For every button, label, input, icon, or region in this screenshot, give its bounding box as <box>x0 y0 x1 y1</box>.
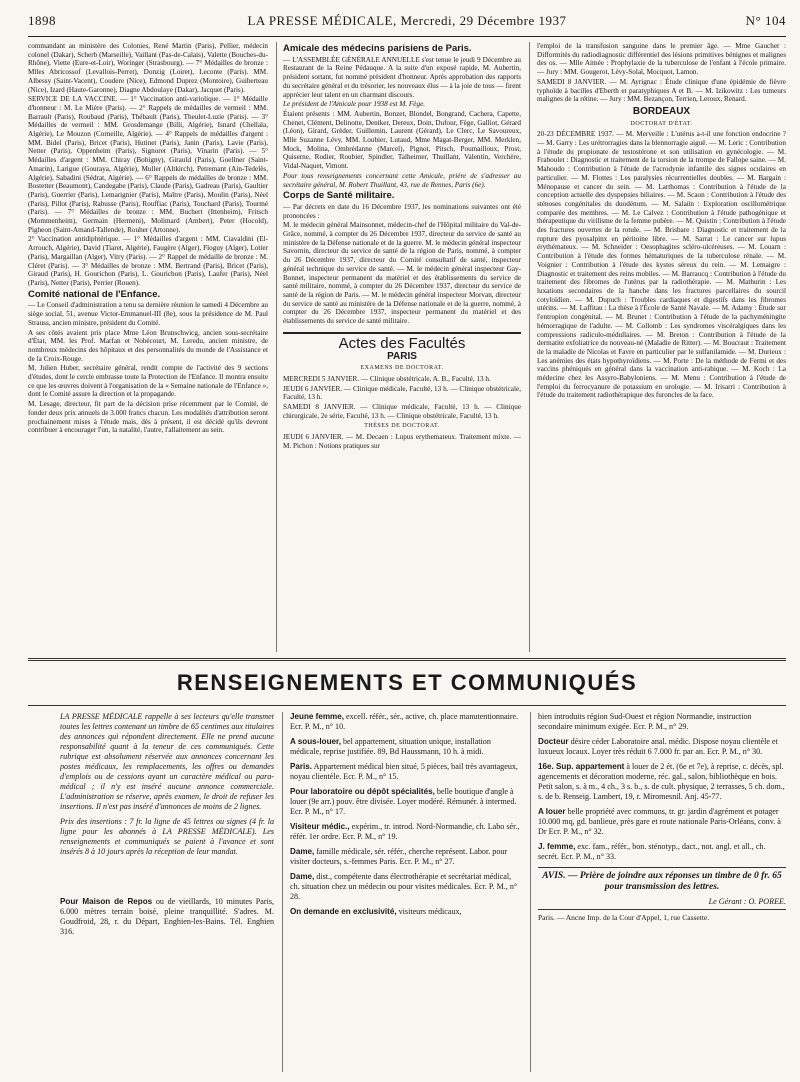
ad-text: bien introduits région Sud-Ouest et région Normandie, instruction secondaire minimum exigée. Ecr. P. M., n° 29. <box>538 712 752 731</box>
paragraph: SERVICE DE LA VACCINE. — 1° Vaccination anti-variolique. — 1° Médaille d'honneur : M. Le Mière (Paris). — 2° Rappels de médailles de vermeil : MM. Barrault (Paris), Roubaud (Paris), Thébault (Paris), Theulet-Luzie (Paris). — 3° Médailles de vermeil : MM. Grosdemange (Billi, Algérie), Isnard (Chellala, Algérie), Le Mouzon (Corneille, Algérie). — 4° Rappels de médailles d'argent : MM. Bidel (Paris), Bricet (Paris), Hutinet (Paris), Janin (Paris), Lavie (Paris), Netter (Paris), Oppenheim (Paris), Signoret (Paris), Vinarin (Paris). — 5° Médailles d'argent : MM. Chiray (Bobigny), Girauld (Paris), Goellner (Saint-Amarin), Larigue (Gouraya, Algérie), Muller (Altkirch), Petremant (Ain-Tedelès, Algérie), Sabadini (Sédrat, Algérie). — 6° Rappels de médailles de bronze : MM. Bostetter (Beaumont), Candegabe (Paris), Claude (Paris), Gadreau (Paris), Gaultier (Paris), Guerrier (Paris), Lemarignier (Paris), Maître (Paris), Moulin (Paris), Néel (Paris), Pillot (Paris), Rabusse (Paris), Rouffiac (Paris), Touchard (Paris), Tourmé (Paris). — 7° Médailles de bronze : MM. Buchert (Ittenheim), Fritsch (Mommenheim), Germain (Hermeni), Molimard (Ambert), Peter (Hocold), Pigheon (Saint-Amand-Tallende), Rouher (Artonne). <box>28 95 268 234</box>
ads-column-right <box>538 712 786 1072</box>
issue-number: N° 104 <box>745 13 786 28</box>
paragraph: M. Julien Huber, secrétaire général, rendit compte de l'activité des 9 sections d'études, dont le cercle embrasse toute la Protection de l'Enfance. Il montra ensuite ce que les œuvres doivent à l'organisation de la « Semaine nationale de l'Enfance », dont le Comité assure la direction et la propagande. <box>28 364 268 399</box>
ad-heading: On demande en exclusivité, <box>290 907 397 916</box>
subsection-label: EXAMENS DE DOCTORAT. <box>360 365 444 372</box>
ad-heading: Dame, <box>290 847 315 856</box>
ad-text: bel appartement, situation unique, installation médicale, reprise justifiée. 89, Bd Haussmann, 10 h. à midi. <box>290 737 491 756</box>
classified-ad <box>290 907 522 917</box>
column-divider <box>276 42 277 652</box>
classified-ad <box>538 762 786 802</box>
classified-ad <box>290 737 522 757</box>
classified-ad <box>538 737 786 757</box>
classified-ad <box>538 712 786 732</box>
ad-text: belle propriété avec communs, tr. gr. jardin d'agrément et potager 10.000 mq, gd. banlieue, près gare et route nationale Paris-Orléans, conv. à Dr Ecr. P. M., n° 32. <box>538 807 781 836</box>
ad-heading: A louer <box>538 807 566 816</box>
paragraph: Pour tous renseignements concernant cette Amicale, prière de s'adresser au secrétaire général, M. Robert Thuillant, 43, rue de Rennes, Paris (6e). <box>283 171 521 189</box>
section-rule <box>28 705 786 706</box>
section-heading: Corps de Santé militaire. <box>283 190 395 202</box>
classified-ad <box>290 847 522 867</box>
paragraph: 20-23 DÉCEMBRE 1937. — M. Merveille : L'utérus a-t-il une fonction endocrine ? — M. Garry : Les urétrorragies dans la blennorragie aiguë. — M. Leric : Contribution à l'étude du propionate de testostérone et son utilisation en gynécologie. — M. Fraboulet : Diagnostic et traitement de la torsion de la trompe de Fallope saine. — M. Mahoudo : Contribution à l'étude de l'acrodynie infantile des signes oculaires en particulier. — M. Flottes : Les paralysies récurrentielles doubles. — M. Bargain : Ménopause et cancer du sein. — M. Larthomas : Contribution à l'étude de la conception actuelle des dyspepsies biliaires. — M. Scaon : Contribution à l'étude des sténoses congénitales du duodénum. — M. Salaün : Exploration oscillométrique comparée des membres. — M. Le Calvez : Contribution à l'étude pathogénique et thérapeutique du virilisme de la femme pubère. — M. Quistin : Contribution à l'étude des fractures ouvertes de la rotule. — M. Brisbare : Diagnostic et traitement de la rupture des pyosalpinx en péritoine libre. — M. Sarrat : Le cancer sur lupus érythémateux. — M. Schneider : Oesophagites scléro-ulcéreuses. — M. Louarn : Contribution à l'étude des formes hématuriques de la tuberculose rénale. — M. Voignier : Contribution à l'étude des kystes séreux du rein. — M. Lemaigre : Diagnostic et traitement des reins mobiles. — M. Barraucq : Contribution à l'étude du traitement des fibromes de l'utérus par la radiothérapie. — M. Mathurin : Les luxations secondaires de la hanche dans les fractures parcellaires du sourcil cotyloïdien. — M. Dupuch : Troubles cardiaques et digestifs dans les fibromes utérins. — M. Laffitau : La thèse à l'École de Santé Navale. — M. Adamy : Étude sur l'entropion congénital. — M. Brunet : Contribution à l'étude de la pachyméningite hémorragique de l'adulte. — M. Collomb : Les syndromes viscéralgiques dans les compressions radiculo-médullaires. — M. Breton : Contribution à l'étude de la dermatite exfoliatrice du nouveau-né (Maladie de Ritter). — M. Boucraut : Traitement de la maladie de Nicolas et Favre en particulier par le sulfanilamide. — M. Durieux : Les anémies des états hypothyroïdiens. — M. Porte : De la méthode de Fermi et des vaccins phéniqués en général dans la vaccination anti-rabique. — M. Koch : La médecine chez les Assyro-Babyloniens. — M. Menu : Contribution à l'étude de l'emploi du ferrocyanure de potassium en urologie. — M. Irisarri : Contribution à l'étude du traitement radiothérapique des furoncles de la face. <box>537 130 786 400</box>
paragraph: SAMEDI 8 JANVIER. — M. Ayrignac : Étude clinique d'une épidémie de fièvre typhoïde à bacilles d'Eberth et paratyphiques A et B. — M. Izikowitz : Les tumeurs malignes de la rétine. — Jury : MM. Bezançon, Terrien, Leroux, Renard. <box>537 77 786 104</box>
classified-ad <box>290 787 522 817</box>
paragraph: JEUDI 6 JANVIER. — Clinique médicale, Faculté, 13 h. — Clinique obstétricale, Faculté, 13 h. <box>283 384 521 402</box>
paragraph: A ses côtés avaient pris place Mme Léon Brunschwicg, ancien sous-secrétaire d'État, MM. les Prof. Marfan et Nobécourt, M. Leredu, ancien ministre, de nombreux médecins des hôpitaux et des personnalités du monde de l'Assistance et de la Croix-Rouge. <box>28 328 268 363</box>
subsection-label: THÈSES DE DOCTORAT. <box>364 423 440 430</box>
column-divider <box>529 42 530 652</box>
ad-heading: Paris. <box>290 762 313 771</box>
city-heading: PARIS <box>387 350 417 362</box>
paragraph: commandant au ministère des Colonies, René Martin (Paris), Pellier, médecin colonel (Dakar), Scherb (Marseille), Vaillant (Pas-de-Calais), Valette (Bouches-du-Rhône), Viette (Eure-et-Loir), Woringer (Strasbourg). — 7° Médailles de bronze : Mlles Abricossof (Levallois-Perret), Donzig (Loiret), Leconte (Paris). MM. Albessy (Saint-Vacent), Coudere (Nice), Edmond Duprez (Montoire), Guiberteau (Nice), Izard (Haute-Garonne), Diagne Abdoulaye (Dakar), Jacquet (Paris). <box>28 42 268 94</box>
ad-heading: Dame, <box>290 872 315 881</box>
ad-heading: Jeune femme, <box>290 712 344 721</box>
ad-text: dist., compétente dans électrothérapie et secrétariat médical, ch. situation chez un médecin ou pour visites médicales. Ecr. P. M., n° 28. <box>290 872 518 901</box>
journal-title: LA PRESSE MÉDICALE, Mercredi, 29 Décembre 1937 <box>247 13 567 28</box>
ad-heading: Docteur <box>538 737 569 746</box>
column-divider <box>530 712 531 1072</box>
column-3 <box>537 42 786 652</box>
classified-ad <box>290 872 522 902</box>
header-rule <box>28 36 786 37</box>
section-heading: Comité national de l'Enfance. <box>28 288 161 300</box>
ad-heading: J. femme, <box>538 842 576 851</box>
section-heading: Amicale des médecins parisiens de Paris. <box>283 43 472 54</box>
avis-notice: AVIS. — Prière de joindre aux réponses un timbre de 0 fr. 65 pour transmission des lettres. <box>538 867 786 893</box>
section-title: RENSEIGNEMENTS ET COMMUNIQUÉS <box>176 670 638 695</box>
ad-text: désire céder Laboratoire anal. médic. Dispose noyau clientèle et luxueux locaux. Loyer très réduit 6 7.000 fr. par an. Ecr. P. M., n° 30. <box>538 737 778 756</box>
ad-text: ou de vieillards, 10 minutes Paris, 6.000 mètres terrain boisé, pleine tranquillité. S'adres. M. Goudfroid, 28, r. du Départ, Enghien-les-Bains. Tél. Enghien 316. <box>60 897 274 936</box>
imprint-line: Paris. — Ancne Imp. de la Cour d'Appel, 1, rue Cassette. <box>538 913 710 922</box>
ad-heading: Pour laboratoire ou dépôt spécialités, <box>290 787 435 796</box>
paragraph: — Par décrets en date du 16 Décembre 1937, les nominations suivantes ont été prononcées : <box>283 202 521 220</box>
ad-heading: A sous-louer, <box>290 737 341 746</box>
paragraph: M. Lesage, directeur, fit part de la décision prise récemment par le Comité, de fonder deux prix annuels de 3.000 francs chacun. Les modalités d'attribution seront prochainement mises à l'étude mais, dès à présent, il est décidé qu'ils devront contribuer à encourager l'un, la natalité, l'autre, l'allaitement au sein. <box>28 400 268 435</box>
ad-heading: Visiteur médic., <box>290 822 350 831</box>
ad-text: excell. référ., sér., active, ch. place manutentionnaire. Ecr. P. M., n° 10. <box>290 712 519 731</box>
ad-heading: Pour Maison de Repos <box>60 897 153 906</box>
paragraph: MERCREDI 5 JANVIER. — Clinique obstétricale, A. B., Faculté, 13 h. <box>283 374 491 383</box>
column-2 <box>283 42 521 652</box>
paragraph: JEUDI 6 JANVIER. — M. Decaen : Lupus erythemateux. Traitement mixte. — M. Pichon : Notions pratiques sur <box>283 433 521 450</box>
ad-text: Appartement médical bien situé, 5 pièces, bail très avantageux, noyau clientèle. Ecr. P. M., n° 15. <box>290 762 518 781</box>
classified-ad <box>290 762 522 782</box>
subsection-label: DOCTORAT D'ÉTAT. <box>630 120 693 127</box>
column-1 <box>28 42 268 652</box>
classified-ad <box>538 807 786 837</box>
city-heading: BORDEAUX <box>632 105 691 117</box>
ad-text: belle boutique d'angle à louer (9e arr.) pouv. être divisée. Loyer modéré. Rémunér. à intermed. Ecr. P. M., n° 17. <box>290 787 517 816</box>
classified-ad <box>538 842 786 862</box>
page-header <box>28 13 786 35</box>
ads-column-middle <box>290 712 522 1072</box>
faculties-heading: Actes des Facultés <box>283 332 521 349</box>
ad-text: expérim., tr. introd. Nord-Normandie, ch. Labo sér., référ. 1er ordre. Ecr. P. M., n° 19. <box>290 822 520 841</box>
gerant-line: Le Gérant : O. POREE. <box>538 897 786 910</box>
classified-ad <box>60 897 274 937</box>
paragraph: SAMEDI 8 JANVIER. — Clinique médicale, Faculté, 13 h. — Clinique chirurgicale, 2e série, Faculté, 13 h. — Clinique obstétricale, Faculté, 13 h. <box>283 403 521 420</box>
paragraph: — L'ASSEMBLÉE GÉNÉRALE ANNUELLE s'est tenue le jeudi 9 Décembre au Restaurant de la Reine Pédauque. A la suite d'un exposé rapide, M. Aubertin, président sortant, fut nommé président d'honneur. Après approbation des rapports du secrétaire général et du trésorier, les nouveaux élus — à la joie de tous — firent apprécier leur talent en un charmant discours. <box>283 55 521 99</box>
paragraph: 2° Vaccination antidiphtérique. — 1° Médailles d'argent : MM. Ciavaldini (El-Arrouch, Algérie), David (Tiaret, Algérie), Faugère (Alger), Floguy (Alger), Lotier (Paris), Margaillan (Alger), Vitry (Paris). — 2° Rappel de médaille de bronze : M. Cléret (Paris). — 3° Médailles de bronze : MM. Bertrand (Paris), Bricet (Paris), Giraud (Paris), H. Gourichon (Paris), L. Gourichon (Paris), Laufer (Paris), Néel (Paris), Netter (Paris), Perrier (Rouen). <box>28 235 268 287</box>
ad-heading: 16e. Sup. appartement <box>538 762 625 771</box>
ad-text: famille médicale, sér. référ., cherche représent. Labor. pour visiter docteurs, s.-femmes Paris. Ecr. P. M., n° 27. <box>290 847 508 866</box>
paragraph: — Le Conseil d'administration a tenu sa dernière réunion le samedi 4 Décembre au siège social, 51, avenue Victor-Emmanuel-III (8e), sous la présidence de M. Paul Strauss, ancien ministre, président du Comité. <box>28 301 268 327</box>
page-number: 1898 <box>28 13 56 28</box>
classified-ad <box>290 822 522 842</box>
ad-text: visiteurs médicaux, <box>396 907 462 916</box>
ad-text: exc. fam., référ., bon. sténotyp., dact., not. angl. et all., ch. secrét. Ecr. P. M., n° 33. <box>538 842 766 861</box>
price-text: Prix des insertions : 7 fr. la ligne de 45 lettres ou signes (4 fr. la ligne pour les abonnés à LA PRESSE MÉDICALE). Les renseignements et communiqués se paient à l'avance et sont insérés 8 à 10 jours après la réception de leur mandat. <box>60 817 274 856</box>
paragraph: Étaient présents : MM. Aubertin, Bonzet, Blondel, Bongrand, Cachera, Capette, Chenet, Clément, Delinotte, Deniker, Dereux, Doin, Dufour, Fège, Galliot, Gérard (Léon), Girard, Grèder, Guillemin, Laurent (Gérard), Le Clerc, Le Savoureux, Mlle Suzanne Lévy, MM. Loubier, Lutaud, Mme Magat-Berger, MM. Merklen, Mock, Molina, Ombrédanne (Marcel), Pignot, Pitsch, Poumailloux, Prost, Quiserne, Rodier, Roubier, Spindler, Talheimer, Thuillant, Valentin, Verchère, Vidal-Naquet, Vimont. <box>283 109 521 171</box>
ad-text: à louer de 2 ét. (6e et 7e), à reprise, c. décès, spl. agencements et décoration moderne, réc. gal., salon, bibliothèque en bois. Petit salon, s. à m., 4 ch., 3 s. b., s. de cult. physique, 2 terrasses, 5 ch. dom., s. de b. Renseig. Lambert, 19, r. Miromesnil. Anj. 45-77. <box>538 762 785 801</box>
section-rule <box>28 658 786 661</box>
paragraph: l'emploi de la transfusion sanguine dans le premier âge. — Mme Gaucher : Difformités du radiodiagnostic différentiel des lésions primitives bénignes et malignes des os. — Mlle Aimée : Prophylaxie de la tuberculose de l'enfant à l'école primaire. — Jury : MM. Gougerot, Lévy-Solal, Mocquot, Lamon. <box>537 42 786 77</box>
column-divider <box>282 712 283 1072</box>
notice-column <box>60 712 274 1072</box>
paragraph: Le président de l'Amicale pour 1938 est M. Fège. <box>283 100 426 109</box>
notice-text: LA PRESSE MÉDICALE rappelle à ses lecteurs qu'elle transmet toutes les lettres contenant un timbre de 65 centimes aux titulaires des annonces qui répondent directement. Elle ne prend aucune responsabilité quant à la teneur de ces communiqués. Cette rubrique est absolument réservée aux annonces concernant les postes médicaux, les remplacements, les offres ou demandes d'emplois ou de cessions ayant un caractère médical ou para-médical ; il n'y est inséré aucune annonce commerciale. L'administration se réserve, après examen, le droit de refuser les insertions. Il n'est pas inséré d'annonces de moins de 2 lignes. <box>60 712 274 811</box>
paragraph: M. le médecin général Mainsonnet, médecin-chef de l'Hôpital militaire du Val-de-Grâce, nommé, à compter du 26 Décembre 1937, directeur du service de santé au ministère de la Défense nationale et de la guerre. M. le médecin général inspecteur Savornin, directeur du service de santé de la région de Paris, nommé, à compter du 26 Décembre 1937, directeur du Comité consultatif de santé, inspecteur général technique du service de santé. — M. le médecin général inspecteur Gay-Bonnet, inspecteur permanent du matériel et des établissements du service de santé militaire, nommé, à compter du 26 Décembre 1937, directeur du service de santé de la région de Paris. — M. le médecin général inspecteur Morvan, directeur du service de santé au ministère de la Défense nationale et de la guerre, nommé, à compter du 26 Décembre 1937, inspecteur permanent du matériel et des établissements du service de santé militaire. <box>283 221 521 326</box>
classified-ad <box>290 712 522 732</box>
